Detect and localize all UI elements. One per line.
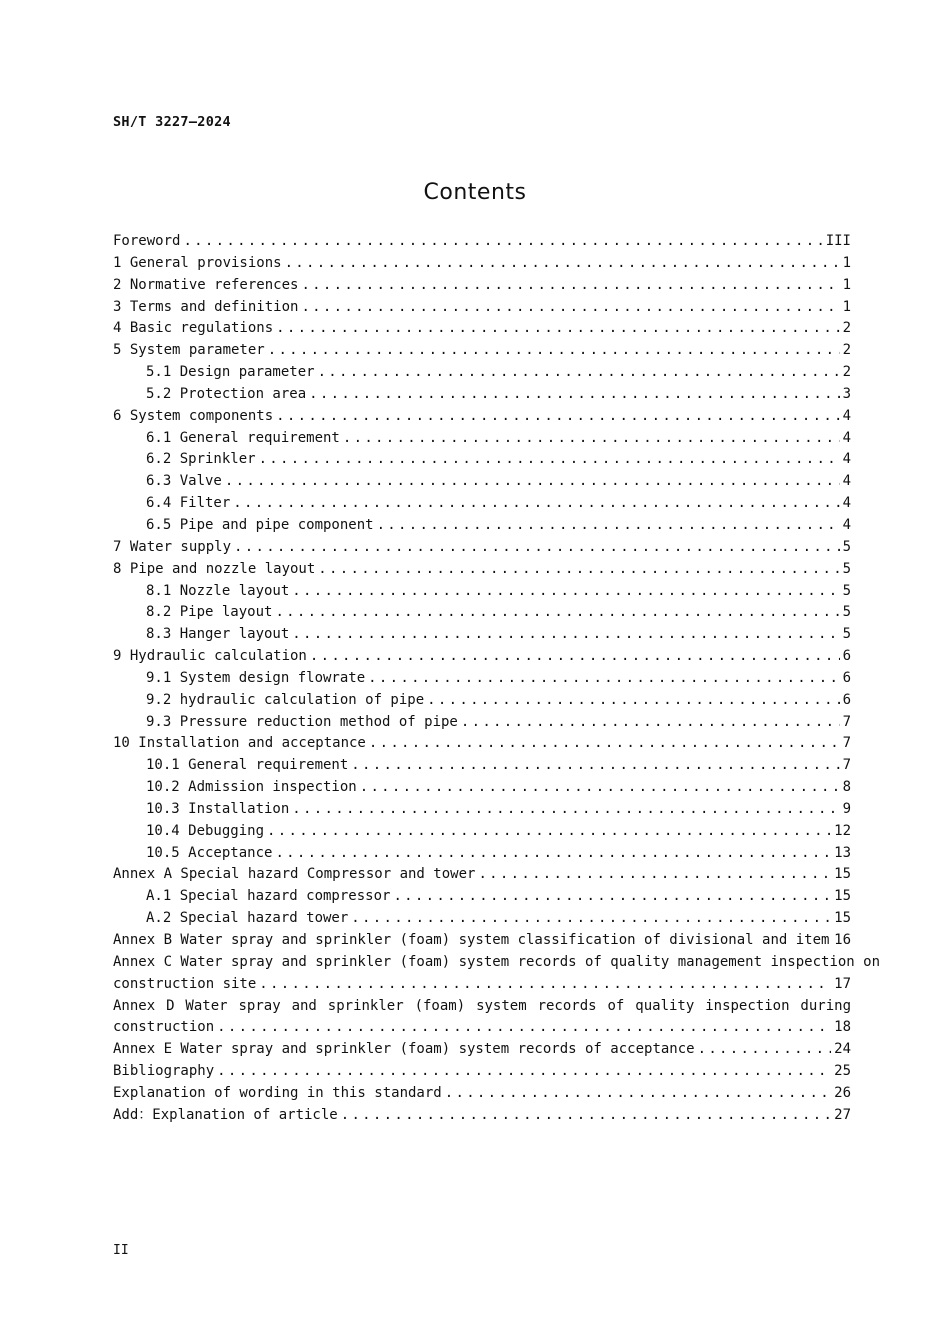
toc-entry[interactable]: [113, 712, 851, 734]
page-number: II: [113, 1243, 129, 1258]
toc-entry[interactable]: [113, 406, 851, 428]
toc-leader-dots: [310, 646, 840, 668]
toc-entry-label: 6.5 Pipe and pipe component: [146, 516, 374, 533]
toc-entry[interactable]: [113, 930, 851, 952]
toc-entry-label: 5 System parameter: [113, 342, 265, 359]
toc-leader-dots: [183, 231, 822, 253]
toc-leader-dots: [369, 733, 840, 755]
toc-entry[interactable]: [113, 1061, 851, 1083]
toc-entry[interactable]: [113, 362, 851, 384]
toc-entry[interactable]: [113, 253, 851, 275]
toc-entry[interactable]: [113, 559, 851, 581]
table-of-contents: [113, 231, 881, 1127]
toc-entry[interactable]: [113, 952, 881, 974]
toc-entry-page: 1: [842, 298, 851, 315]
toc-entry-label: Annex E Water spray and sprinkler (foam) system records of acceptance: [113, 1041, 695, 1058]
toc-leader-dots: [285, 253, 840, 275]
toc-entry-page: 5: [842, 604, 851, 621]
toc-entry-page: 7: [842, 713, 851, 730]
toc-leader-dots: [259, 974, 831, 996]
toc-entry[interactable]: [113, 537, 851, 559]
toc-leader-dots: [292, 581, 839, 603]
toc-entry-label: Bibliography: [113, 1063, 215, 1080]
toc-entry-label: Annex B Water spray and sprinkler (foam) system classification of divisional and item: [113, 932, 830, 948]
toc-entry-page: 6: [842, 691, 851, 708]
toc-entry[interactable]: [113, 1017, 851, 1039]
toc-entry-page: 7: [842, 735, 851, 752]
toc-leader-dots: [427, 690, 839, 712]
toc-entry[interactable]: [113, 471, 851, 493]
toc-entry-label: Annex A Special hazard Compressor and tower: [113, 866, 476, 883]
toc-entry-page: 4: [842, 451, 851, 468]
toc-leader-dots: [276, 406, 839, 428]
toc-entry[interactable]: [113, 340, 851, 362]
toc-entry[interactable]: [113, 384, 851, 406]
toc-entry[interactable]: [113, 886, 851, 908]
toc-leader-dots: [351, 908, 831, 930]
toc-entry-page: 16: [834, 932, 851, 948]
toc-entry-page: 27: [834, 1106, 851, 1123]
toc-entry-page: 13: [834, 844, 851, 861]
toc-entry-label: Add：Explanation of article: [113, 1106, 338, 1123]
toc-leader-dots: [268, 340, 840, 362]
toc-entry-page: 17: [834, 975, 851, 992]
toc-entry-page: 4: [842, 429, 851, 446]
toc-leader-dots: [341, 1105, 831, 1127]
toc-leader-dots: [234, 537, 840, 559]
toc-leader-dots: [393, 886, 831, 908]
toc-leader-dots: [698, 1039, 832, 1061]
toc-entry-page: 4: [842, 495, 851, 512]
toc-entry-page: 2: [842, 364, 851, 381]
toc-entry-page: 2: [842, 342, 851, 359]
toc-leader-dots: [318, 559, 839, 581]
toc-leader-dots: [217, 1017, 831, 1039]
toc-entry[interactable]: [113, 843, 851, 865]
toc-entry-page: III: [825, 233, 851, 249]
toc-entry[interactable]: [113, 624, 851, 646]
toc-entry-label: 6.3 Valve: [146, 473, 222, 490]
toc-entry-label: 6.4 Filter: [146, 495, 231, 512]
toc-entry-label: 10.4 Debugging: [146, 822, 265, 839]
toc-leader-dots: [292, 799, 839, 821]
toc-entry-page: 25: [834, 1063, 851, 1080]
toc-entry[interactable]: [113, 1039, 851, 1061]
toc-entry-page: 26: [834, 1084, 851, 1101]
page-title: Contents: [423, 180, 527, 205]
toc-entry-label: A.2 Special hazard tower: [146, 910, 349, 927]
toc-leader-dots: [292, 624, 839, 646]
toc-entry[interactable]: [113, 690, 851, 712]
toc-entry-label: 5.1 Design parameter: [146, 364, 315, 381]
toc-entry-label: 10.3 Installation: [146, 800, 290, 817]
toc-entry[interactable]: [113, 1105, 851, 1127]
toc-entry-label: 8 Pipe and nozzle layout: [113, 560, 316, 577]
toc-entry-label: 9.3 Pressure reduction method of pipe: [146, 713, 458, 730]
toc-leader-dots: [478, 864, 831, 886]
toc-entry[interactable]: [113, 646, 851, 668]
toc-leader-dots: [217, 1061, 831, 1083]
toc-leader-dots: [351, 755, 839, 777]
toc-entry[interactable]: [113, 602, 851, 624]
toc-entry-label: 8.1 Nozzle layout: [146, 582, 290, 599]
toc-entry-label: 7 Water supply: [113, 538, 232, 555]
toc-entry-label: 2 Normative references: [113, 276, 299, 293]
toc-entry[interactable]: [113, 318, 851, 340]
toc-leader-dots: [275, 843, 831, 865]
toc-entry-page: 8: [842, 779, 851, 796]
toc-entry[interactable]: [113, 275, 851, 297]
toc-entry-label: A.1 Special hazard compressor: [146, 888, 391, 905]
toc-entry-label: 8.2 Pipe layout: [146, 604, 273, 621]
toc-entry-label: Explanation of wording in this standard: [113, 1084, 442, 1101]
toc-entry-page: 4: [842, 516, 851, 533]
toc-entry[interactable]: [113, 755, 851, 777]
toc-leader-dots: [360, 777, 840, 799]
toc-entry-label: Annex D Water spray and sprinkler (foam) system records of quality inspection during: [113, 997, 851, 1014]
toc-entry-page: 4: [842, 473, 851, 490]
toc-entry-page: 12: [834, 822, 851, 839]
toc-leader-dots: [233, 493, 839, 515]
toc-entry-page: 5: [842, 582, 851, 599]
toc-entry[interactable]: [113, 428, 851, 450]
toc-entry[interactable]: [113, 974, 851, 996]
toc-entry-label: 10.5 Acceptance: [146, 844, 273, 861]
toc-entry-label: 3 Terms and definition: [113, 298, 299, 315]
toc-entry-label: construction: [113, 1019, 215, 1036]
toc-leader-dots: [301, 275, 839, 297]
toc-entry-label: 4 Basic regulations: [113, 320, 274, 337]
toc-entry-page: 18: [834, 1019, 851, 1036]
toc-leader-dots: [301, 297, 839, 319]
toc-entry-label: 10.1 General requirement: [146, 757, 349, 774]
toc-leader-dots: [318, 362, 840, 384]
toc-leader-dots: [275, 602, 839, 624]
toc-leader-dots: [225, 471, 840, 493]
toc-entry-page: 3: [842, 385, 851, 402]
toc-entry-label: 10 Installation and acceptance: [113, 735, 366, 752]
toc-entry[interactable]: [113, 581, 851, 603]
doc-code: SH/T 3227—2024: [113, 114, 231, 130]
toc-entry[interactable]: [113, 996, 851, 1018]
toc-entry-page: 2: [842, 320, 851, 337]
toc-leader-dots: [461, 712, 840, 734]
toc-entry-label: 1 General provisions: [113, 254, 282, 271]
toc-entry-page: 5: [842, 560, 851, 577]
toc-entry-page: 7: [842, 757, 851, 774]
toc-entry[interactable]: [113, 297, 851, 319]
toc-entry[interactable]: [113, 668, 851, 690]
toc-entry-page: 5: [842, 538, 851, 555]
toc-entry-label: Foreword: [113, 233, 181, 249]
toc-entry-page: 6: [842, 648, 851, 665]
toc-leader-dots: [276, 318, 839, 340]
toc-entry-page: 9: [842, 800, 851, 817]
toc-entry[interactable]: [113, 821, 851, 843]
toc-entry[interactable]: [113, 799, 851, 821]
toc-entry-page: 4: [842, 407, 851, 424]
toc-entry[interactable]: [113, 864, 851, 886]
toc-entry-label: 8.3 Hanger layout: [146, 626, 290, 643]
toc-leader-dots: [343, 428, 840, 450]
toc-entry[interactable]: [113, 777, 851, 799]
toc-entry-label: 5.2 Protection area: [146, 385, 307, 402]
toc-leader-dots: [368, 668, 839, 690]
toc-entry[interactable]: [113, 1083, 851, 1105]
toc-entry-label: 9.2 hydraulic calculation of pipe: [146, 691, 425, 708]
toc-entry-page: 15: [834, 888, 851, 905]
toc-entry[interactable]: [113, 449, 851, 471]
toc-entry[interactable]: [113, 231, 851, 253]
toc-entry-page: 5: [842, 626, 851, 643]
toc-entry-page: 1: [842, 254, 851, 271]
toc-entry-label: 10.2 Admission inspection: [146, 779, 357, 796]
toc-entry-page: 15: [834, 910, 851, 927]
toc-leader-dots: [445, 1083, 831, 1105]
toc-entry-label: 6 System components: [113, 407, 274, 424]
toc-entry-label: 9.1 System design flowrate: [146, 669, 366, 686]
toc-leader-dots: [377, 515, 840, 537]
toc-entry[interactable]: [113, 908, 851, 930]
toc-entry-page: 24: [834, 1041, 851, 1058]
toc-entry-page: 6: [842, 669, 851, 686]
toc-leader-dots: [259, 449, 840, 471]
toc-entry-page: 1: [842, 276, 851, 293]
toc-entry[interactable]: [113, 493, 851, 515]
toc-entry[interactable]: [113, 733, 851, 755]
toc-entry-label: construction site: [113, 975, 257, 992]
toc-entry-page: 15: [834, 866, 851, 883]
toc-entry[interactable]: [113, 515, 851, 537]
toc-entry-label: 6.1 General requirement: [146, 429, 340, 446]
toc-leader-dots: [309, 384, 839, 406]
toc-entry-label: Annex C Water spray and sprinkler (foam) system records of quality management inspection on: [113, 953, 881, 970]
toc-leader-dots: [267, 821, 831, 843]
toc-entry-label: 9 Hydraulic calculation: [113, 648, 307, 665]
toc-entry-label: 6.2 Sprinkler: [146, 451, 256, 468]
